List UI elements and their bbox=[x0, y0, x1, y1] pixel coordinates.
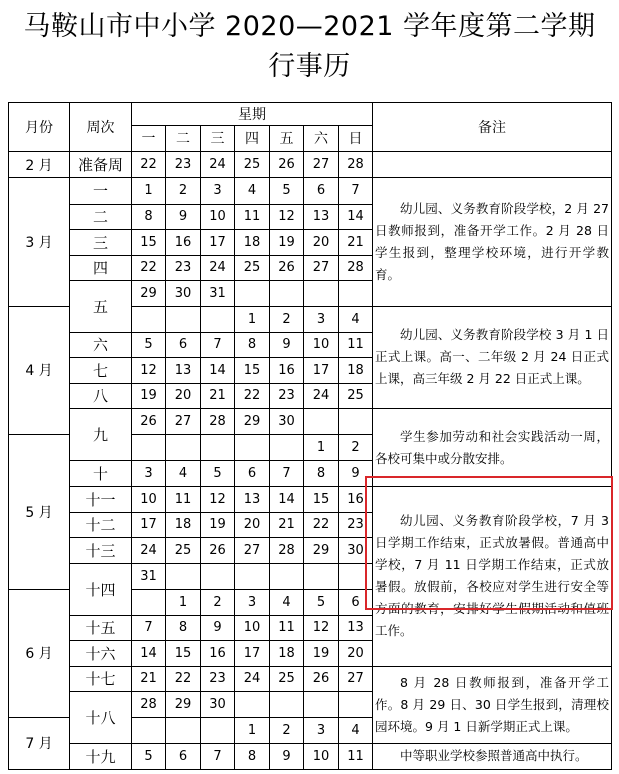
date-cell: 21 bbox=[339, 230, 373, 256]
header-weekday: 一 bbox=[132, 125, 166, 152]
date-cell: 25 bbox=[270, 666, 304, 692]
week-cell: 十四 bbox=[70, 563, 132, 615]
date-cell: 28 bbox=[339, 255, 373, 280]
date-cell: 2 bbox=[270, 306, 304, 332]
date-cell bbox=[201, 435, 235, 461]
date-cell: 29 bbox=[235, 409, 270, 435]
date-cell: 18 bbox=[339, 358, 373, 384]
date-cell: 4 bbox=[339, 718, 373, 744]
date-cell bbox=[235, 563, 270, 589]
date-cell: 27 bbox=[339, 666, 373, 692]
date-cell bbox=[166, 306, 201, 332]
date-cell bbox=[132, 589, 166, 615]
month-jun: 6 月 bbox=[9, 589, 70, 718]
date-cell: 13 bbox=[166, 358, 201, 384]
date-cell: 29 bbox=[166, 692, 201, 718]
date-cell bbox=[235, 280, 270, 306]
header-weekday: 二 bbox=[166, 125, 201, 152]
header-weekday: 三 bbox=[201, 125, 235, 152]
date-cell: 1 bbox=[132, 178, 166, 205]
date-cell: 19 bbox=[270, 230, 304, 256]
date-cell bbox=[166, 563, 201, 589]
date-cell bbox=[270, 280, 304, 306]
note-labor-week bbox=[373, 409, 612, 487]
date-cell: 22 bbox=[235, 383, 270, 409]
table-row bbox=[9, 744, 612, 770]
date-cell: 23 bbox=[166, 255, 201, 280]
date-cell: 18 bbox=[235, 230, 270, 256]
date-cell: 3 bbox=[304, 306, 339, 332]
date-cell bbox=[132, 306, 166, 332]
date-cell: 24 bbox=[201, 152, 235, 178]
date-cell: 21 bbox=[132, 666, 166, 692]
date-cell: 9 bbox=[201, 615, 235, 641]
date-cell: 14 bbox=[270, 487, 304, 513]
date-cell: 6 bbox=[235, 461, 270, 487]
date-cell: 24 bbox=[304, 383, 339, 409]
date-cell: 15 bbox=[304, 487, 339, 513]
date-cell: 7 bbox=[270, 461, 304, 487]
date-cell: 19 bbox=[132, 383, 166, 409]
date-cell: 25 bbox=[339, 383, 373, 409]
table-row bbox=[9, 178, 612, 205]
date-cell: 16 bbox=[339, 487, 373, 513]
date-cell: 16 bbox=[201, 641, 235, 667]
week-cell: 十二 bbox=[70, 512, 132, 538]
date-cell: 17 bbox=[235, 641, 270, 667]
date-cell: 9 bbox=[270, 744, 304, 770]
date-cell: 30 bbox=[339, 538, 373, 564]
date-cell: 23 bbox=[166, 152, 201, 178]
note-opening bbox=[373, 178, 612, 307]
date-cell: 19 bbox=[304, 641, 339, 667]
date-cell: 5 bbox=[304, 589, 339, 615]
date-cell: 9 bbox=[270, 332, 304, 358]
date-cell: 28 bbox=[270, 538, 304, 564]
date-cell: 2 bbox=[201, 589, 235, 615]
date-cell: 24 bbox=[201, 255, 235, 280]
date-cell: 25 bbox=[235, 152, 270, 178]
date-cell: 5 bbox=[132, 332, 166, 358]
note-text: 幼儿园、义务教育阶段学校，2 月 27 日教师报到，准备开学工作。2 月 28 日学生报到，整理学校环境，进行开学教育。 bbox=[375, 200, 610, 282]
date-cell: 20 bbox=[235, 512, 270, 538]
date-cell: 15 bbox=[166, 641, 201, 667]
date-cell: 4 bbox=[339, 306, 373, 332]
date-cell: 13 bbox=[304, 204, 339, 230]
header-week: 周次 bbox=[70, 103, 132, 152]
date-cell: 16 bbox=[166, 230, 201, 256]
date-cell: 9 bbox=[166, 204, 201, 230]
date-cell: 22 bbox=[132, 152, 166, 178]
date-cell: 4 bbox=[235, 178, 270, 205]
date-cell: 10 bbox=[304, 744, 339, 770]
header-weekday: 四 bbox=[235, 125, 270, 152]
date-cell bbox=[304, 280, 339, 306]
date-cell: 10 bbox=[201, 204, 235, 230]
header-remarks: 备注 bbox=[373, 103, 612, 152]
date-cell: 11 bbox=[270, 615, 304, 641]
date-cell: 17 bbox=[201, 230, 235, 256]
date-cell: 25 bbox=[235, 255, 270, 280]
date-cell: 8 bbox=[132, 204, 166, 230]
date-cell: 30 bbox=[270, 409, 304, 435]
week-cell: 十 bbox=[70, 461, 132, 487]
date-cell: 8 bbox=[304, 461, 339, 487]
date-cell bbox=[304, 409, 339, 435]
date-cell: 26 bbox=[270, 152, 304, 178]
date-cell: 18 bbox=[270, 641, 304, 667]
date-cell bbox=[132, 718, 166, 744]
date-cell bbox=[166, 435, 201, 461]
week-cell: 九 bbox=[70, 409, 132, 461]
date-cell: 8 bbox=[235, 744, 270, 770]
date-cell bbox=[201, 718, 235, 744]
week-cell: 准备周 bbox=[70, 152, 132, 178]
note-next-term bbox=[373, 666, 612, 744]
date-cell: 26 bbox=[270, 255, 304, 280]
date-cell: 30 bbox=[166, 280, 201, 306]
date-cell: 16 bbox=[270, 358, 304, 384]
date-cell: 6 bbox=[304, 178, 339, 205]
date-cell: 3 bbox=[235, 589, 270, 615]
date-cell: 12 bbox=[201, 487, 235, 513]
date-cell bbox=[270, 563, 304, 589]
date-cell bbox=[132, 435, 166, 461]
week-cell: 十六 bbox=[70, 641, 132, 667]
date-cell: 31 bbox=[132, 563, 166, 589]
date-cell: 12 bbox=[270, 204, 304, 230]
week-cell: 三 bbox=[70, 230, 132, 256]
date-cell: 3 bbox=[304, 718, 339, 744]
date-cell: 21 bbox=[201, 383, 235, 409]
table-row bbox=[9, 409, 612, 435]
week-cell: 十七 bbox=[70, 666, 132, 692]
header-weekday-group: 星期 bbox=[132, 103, 373, 126]
date-cell: 29 bbox=[304, 538, 339, 564]
week-cell: 四 bbox=[70, 255, 132, 280]
date-cell: 6 bbox=[166, 744, 201, 770]
week-cell: 十五 bbox=[70, 615, 132, 641]
date-cell: 31 bbox=[201, 280, 235, 306]
date-cell bbox=[339, 409, 373, 435]
date-cell: 2 bbox=[270, 718, 304, 744]
header-weekday: 日 bbox=[339, 125, 373, 152]
date-cell: 11 bbox=[166, 487, 201, 513]
date-cell: 19 bbox=[201, 512, 235, 538]
date-cell: 13 bbox=[339, 615, 373, 641]
date-cell: 1 bbox=[235, 718, 270, 744]
date-cell: 6 bbox=[166, 332, 201, 358]
date-cell bbox=[339, 280, 373, 306]
date-cell: 24 bbox=[235, 666, 270, 692]
date-cell bbox=[339, 692, 373, 718]
date-cell: 30 bbox=[201, 692, 235, 718]
date-cell: 26 bbox=[201, 538, 235, 564]
date-cell: 20 bbox=[304, 230, 339, 256]
date-cell: 27 bbox=[235, 538, 270, 564]
header-weekday: 五 bbox=[270, 125, 304, 152]
date-cell: 17 bbox=[304, 358, 339, 384]
date-cell: 7 bbox=[132, 615, 166, 641]
date-cell: 28 bbox=[339, 152, 373, 178]
date-cell: 5 bbox=[132, 744, 166, 770]
date-cell: 21 bbox=[270, 512, 304, 538]
date-cell: 23 bbox=[201, 666, 235, 692]
week-cell: 八 bbox=[70, 383, 132, 409]
date-cell: 11 bbox=[339, 744, 373, 770]
date-cell bbox=[235, 435, 270, 461]
note-text: 幼儿园、义务教育阶段学校 3 月 1 日正式上课。高一、二年级 2 月 24 日正式上课，高三年级 2 月 22 日正式上课。 bbox=[375, 327, 610, 387]
date-cell: 26 bbox=[132, 409, 166, 435]
date-cell: 28 bbox=[201, 409, 235, 435]
date-cell bbox=[201, 306, 235, 332]
month-apr: 4 月 bbox=[9, 306, 70, 435]
highlight-box bbox=[365, 476, 613, 610]
date-cell bbox=[270, 435, 304, 461]
date-cell: 13 bbox=[235, 487, 270, 513]
date-cell bbox=[166, 718, 201, 744]
date-cell: 22 bbox=[166, 666, 201, 692]
date-cell: 9 bbox=[339, 461, 373, 487]
table-row bbox=[9, 152, 612, 178]
note-classes-start bbox=[373, 306, 612, 409]
date-cell: 7 bbox=[339, 178, 373, 205]
date-cell: 27 bbox=[304, 255, 339, 280]
date-cell: 22 bbox=[132, 255, 166, 280]
week-cell: 五 bbox=[70, 280, 132, 332]
date-cell: 10 bbox=[235, 615, 270, 641]
date-cell: 15 bbox=[235, 358, 270, 384]
document-title-line1: 马鞍山市中小学 2020—2021 学年度第二学期 bbox=[23, 11, 596, 42]
date-cell: 18 bbox=[166, 512, 201, 538]
date-cell: 27 bbox=[304, 152, 339, 178]
date-cell: 17 bbox=[132, 512, 166, 538]
month-may: 5 月 bbox=[9, 435, 70, 590]
date-cell: 1 bbox=[235, 306, 270, 332]
date-cell: 11 bbox=[235, 204, 270, 230]
date-cell: 4 bbox=[166, 461, 201, 487]
date-cell: 6 bbox=[339, 589, 373, 615]
note-text: 8 月 28 日教师报到，准备开学工作。8 月 29 日、30 日学生报到，清理校园环境。9 月 1 日新学期正式上课。 bbox=[375, 674, 610, 734]
table-row bbox=[9, 666, 612, 692]
month-mar: 3 月 bbox=[9, 178, 70, 307]
date-cell: 27 bbox=[166, 409, 201, 435]
date-cell: 14 bbox=[339, 204, 373, 230]
header-month: 月份 bbox=[9, 103, 70, 152]
date-cell: 29 bbox=[132, 280, 166, 306]
note-empty bbox=[373, 152, 612, 178]
date-cell: 10 bbox=[132, 487, 166, 513]
date-cell: 1 bbox=[304, 435, 339, 461]
header-weekday: 六 bbox=[304, 125, 339, 152]
note-text: 学生参加劳动和社会实践活动一周，各校可集中或分散安排。 bbox=[375, 428, 610, 466]
week-cell: 六 bbox=[70, 332, 132, 358]
document-title-line2: 行事历 bbox=[268, 51, 351, 82]
week-cell: 十一 bbox=[70, 487, 132, 513]
date-cell bbox=[270, 692, 304, 718]
date-cell: 14 bbox=[201, 358, 235, 384]
week-cell: 十三 bbox=[70, 538, 132, 564]
note-text: 幼儿园、义务教育阶段学校，7 月 3 日学期工作结束，正式放暑假。普通高中学校，7 月 11 日学期工作结束，正式放暑假。放假前，各校应对学生进行安全等方面的教育，安排好学生假期活动和值班工作。 bbox=[375, 513, 610, 639]
date-cell: 5 bbox=[201, 461, 235, 487]
date-cell: 7 bbox=[201, 332, 235, 358]
date-cell: 7 bbox=[201, 744, 235, 770]
calendar-body bbox=[9, 103, 612, 770]
date-cell: 15 bbox=[132, 230, 166, 256]
school-calendar-table bbox=[8, 102, 612, 770]
date-cell: 3 bbox=[132, 461, 166, 487]
date-cell: 22 bbox=[304, 512, 339, 538]
date-cell: 20 bbox=[166, 383, 201, 409]
date-cell: 2 bbox=[339, 435, 373, 461]
date-cell: 24 bbox=[132, 538, 166, 564]
week-cell: 二 bbox=[70, 204, 132, 230]
note-text: 中等职业学校参照普通高中执行。 bbox=[400, 748, 588, 764]
date-cell: 23 bbox=[339, 512, 373, 538]
date-cell: 8 bbox=[235, 332, 270, 358]
date-cell: 23 bbox=[270, 383, 304, 409]
date-cell: 25 bbox=[166, 538, 201, 564]
note-vocational bbox=[373, 744, 612, 770]
date-cell: 8 bbox=[166, 615, 201, 641]
date-cell: 12 bbox=[132, 358, 166, 384]
date-cell: 4 bbox=[270, 589, 304, 615]
date-cell: 1 bbox=[166, 589, 201, 615]
date-cell: 26 bbox=[304, 666, 339, 692]
date-cell: 12 bbox=[304, 615, 339, 641]
date-cell: 2 bbox=[166, 178, 201, 205]
date-cell: 5 bbox=[270, 178, 304, 205]
date-cell bbox=[304, 692, 339, 718]
week-cell: 十九 bbox=[70, 744, 132, 770]
date-cell: 14 bbox=[132, 641, 166, 667]
week-cell: 十八 bbox=[70, 692, 132, 744]
date-cell bbox=[235, 692, 270, 718]
month-jul: 7 月 bbox=[9, 718, 70, 770]
month-feb: 2 月 bbox=[9, 152, 70, 178]
date-cell bbox=[304, 563, 339, 589]
week-cell: 七 bbox=[70, 358, 132, 384]
week-cell: 一 bbox=[70, 178, 132, 205]
date-cell: 20 bbox=[339, 641, 373, 667]
date-cell bbox=[201, 563, 235, 589]
date-cell: 10 bbox=[304, 332, 339, 358]
date-cell: 28 bbox=[132, 692, 166, 718]
date-cell: 11 bbox=[339, 332, 373, 358]
date-cell: 3 bbox=[201, 178, 235, 205]
